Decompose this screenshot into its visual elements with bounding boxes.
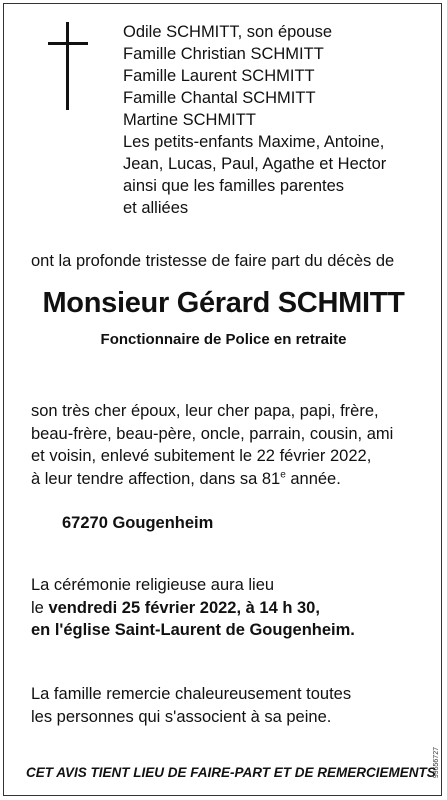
occupation: Fonctionnaire de Police en retraite (100, 331, 347, 348)
deceased-name: Monsieur Gérard SCHMITT (42, 287, 405, 319)
ceremony-info (31, 574, 355, 642)
tribute-line: beau-frère, beau-père, oncle, parrain, cousin, ami (31, 424, 394, 443)
ordinal-suffix: e (280, 469, 286, 480)
tribute-line: et voisin, enlevé subitement le 22 février 2022, (31, 447, 372, 465)
tribute-text (31, 400, 393, 490)
cross-icon (48, 22, 88, 110)
footer-notice: CET AVIS TIENT LIEU DE FAIRE-PART ET DE REMERCIEMENTS (26, 765, 436, 780)
thanks-line: La famille remercie chaleureusement toutes (31, 685, 352, 703)
age-line-before: à leur tendre affection, dans sa 81 (31, 469, 281, 488)
family-line: et alliées (123, 199, 189, 217)
family-line: Les petits-enfants Maxime, Antoine, (123, 133, 385, 151)
family-line: Famille Chantal SCHMITT (123, 89, 316, 107)
ceremony-location: en l'église Saint-Laurent de Gougenheim. (31, 621, 355, 639)
place: 67270 Gougenheim (62, 514, 214, 532)
thanks-text (31, 683, 351, 728)
ceremony-line-2 (31, 597, 355, 620)
ceremony-line-1: La cérémonie religieuse aura lieu (31, 576, 275, 594)
ceremony-prefix: le (31, 598, 49, 617)
reference-number: 99656727 (433, 746, 440, 778)
intro-text: ont la profonde tristesse de faire part du décès de (31, 252, 395, 270)
tribute-line: son très cher époux, leur cher papa, papi, frère, (31, 402, 379, 420)
family-line: Odile SCHMITT, son épouse (123, 23, 333, 41)
ceremony-date: vendredi 25 février 2022, à 14 h 30, (48, 598, 320, 617)
age-line-after: année. (285, 469, 341, 488)
family-line: Jean, Lucas, Paul, Agathe et Hector (123, 155, 387, 173)
family-list (123, 21, 386, 219)
family-line: Famille Laurent SCHMITT (123, 67, 315, 85)
family-line: ainsi que les familles parentes (123, 177, 345, 195)
age-line (31, 468, 393, 491)
thanks-line: les personnes qui s'associent à sa peine. (31, 707, 332, 726)
family-line: Famille Christian SCHMITT (123, 45, 324, 63)
family-line: Martine SCHMITT (123, 111, 256, 129)
